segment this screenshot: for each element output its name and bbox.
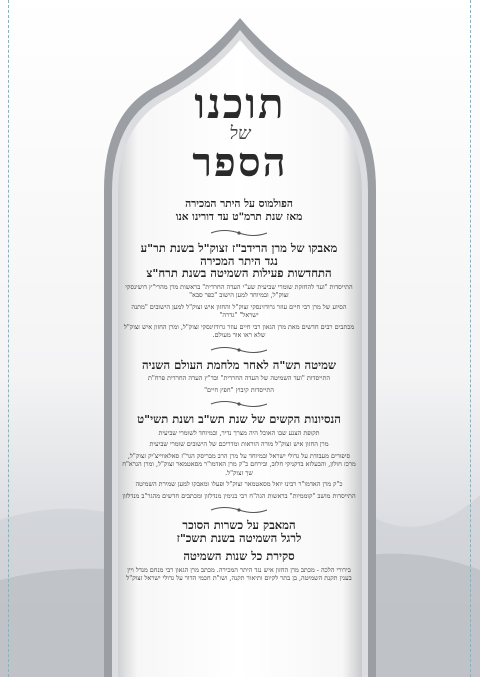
ornament-divider [122,503,356,517]
section-4 [122,413,356,500]
section-paragraph: סיפורים מעבודת על גדולי ישראל ובמיוחד על מרן הרב מבריסק הגר"ז סאלאווייצ'יק זצוק"ל, מרכז חולון, והבעלזא בדקניקי חלוב, ובירחם כ"ק מרן האדמו"ר מסאטמאר זצוק"ל, ומרן הגרא"ח שך זצוק"ל. [122,451,356,477]
ornament-divider [122,226,356,240]
section-paragraph: התייסדות "ועד השמיטה של העדה החרדית" ובד"ץ העדה החרדית פרח"ת [147,374,331,382]
section-paragraph: כ"ק מרן האדמו"ר רבינו יואל מסאטמאר זצוק"ל ופעלו ומאבקו למען שמירת השמיטה [135,480,343,488]
section-heading: נגד היתר המכירה [200,253,278,268]
section-paragraph: הסיוע של מרן רבי חיים עוזר גרודזינסקי זצוק"ל והחזון איש זצוק"ל למען הישובים "מתנה ישראל" "גדרה" [131,302,347,319]
section-paragraph: התייסדות "ועד להחזקת שומרי שביעית שע"י העדה החרדית" בראשות מרן מהרי"ץ דושינסקי זצוק"ל, ובמיוחד למען הישוב "כפר סבא" [125,282,353,299]
title-line-1: תוכנו [194,79,286,128]
section-2 [122,242,356,340]
section-heading: התחדשות פעילות השמיטה בשנת תרח"צ [146,266,332,280]
section-paragraph: התייסדות קיבוץ "חפץ חיים" [204,385,274,394]
section-heading: סקירת כל שנות השמיטה [183,549,295,563]
ornament-divider [122,397,356,411]
table-of-contents [122,198,356,583]
title-line-2: של [229,123,251,144]
section-heading: מאז שנת תרמ"ט עד דורינו אנו [175,210,303,223]
title-line-3: הספר [192,139,288,186]
section-5 [122,519,356,583]
section-paragraph: התייסדות מושב "קוממיות" בראשות הגה"ח רבי בנימין מנדלזון ומכתבים חדשים מהגר"ב מנדלזון [122,491,356,500]
section-1 [122,198,356,223]
section-heading: לרגל השמיטה בשנת תשכ"ז [176,530,302,545]
section-paragraph: בירורי הלכה - מכתב מרן החזון איש נגד היתר המכירה. מכתב מרן הגאון רבי מנחם מנדל ויין בענין תקנת השמיטה, בן בתר לקיום ותיאור תקנה, ושו"ת חכמי הדור על גדולי ישראל זצוק"ל [126,565,352,582]
section-paragraph: מכתבים רבים חדשים מאת מרן הגאון רבי חיים עוזר גרודזינסקי זצוק"ל, ומרן החזון איש זצוק"ל שלא ראו אור מעולם. [123,322,355,339]
section-heading: הפולמוס על היתר המכירה [185,198,293,210]
section-heading: שמיטה תש"ה לאחר מלחמת העולם השניה [141,357,337,372]
section-heading: מאבקו של מרן הרידב"ז זצוק"ל בשנת תר"ע [140,241,338,255]
ornament-divider [122,343,356,357]
section-paragraph: מרן החזון איש זצוק"ל מורה הוראות ומדריכם של הישובים שומרי שביעית [149,440,329,448]
section-paragraph: תקופת הצנע שבו האוכל היה מצרך נדיר, ובמיוחד לשומרי שביעית [158,428,320,437]
section-heading: הנסיונות הקשים של שנת תש"ב ושנת תשי"ט [137,412,341,426]
section-heading: המאבק על כשרות הסוכר [182,518,296,532]
book-title [140,79,340,186]
section-3 [122,359,356,395]
